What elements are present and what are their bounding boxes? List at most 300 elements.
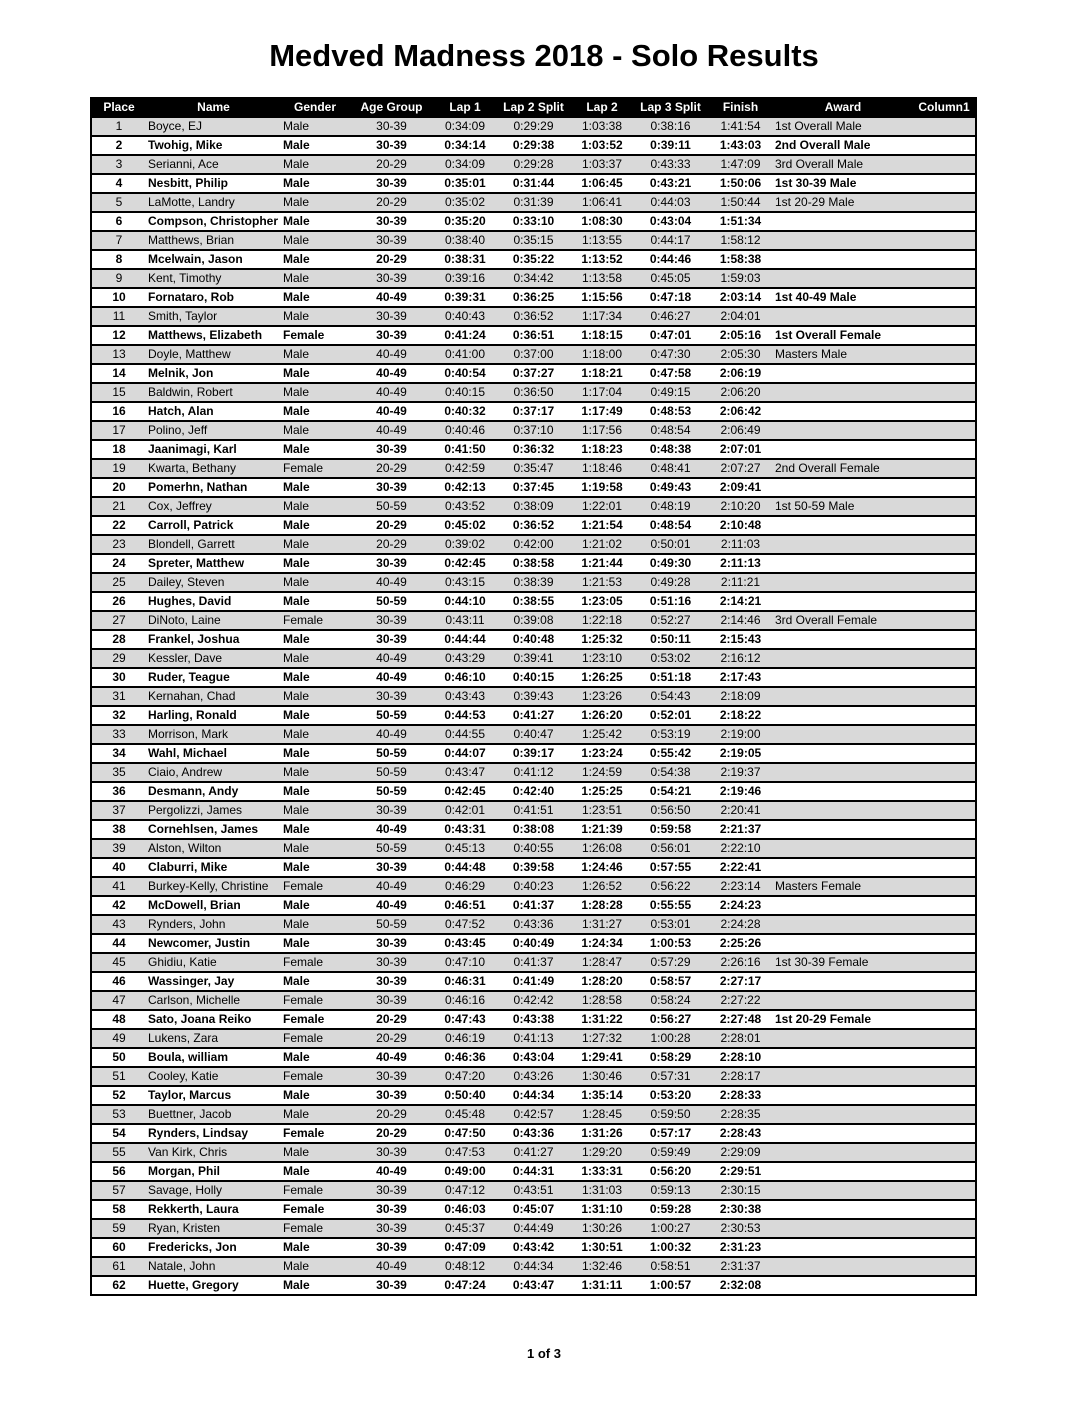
table-row [91, 858, 976, 877]
cell-name: Polino, Jeff [148, 423, 208, 437]
cell-age-group: 30-39 [376, 955, 407, 969]
cell-finish: 2:19:00 [720, 727, 761, 741]
cell-column1 [913, 1105, 976, 1124]
cell-lap-1: 0:34:09 [444, 119, 486, 133]
cell-name: Twohig, Mike [148, 138, 223, 152]
cell-name: Van Kirk, Chris [148, 1145, 228, 1159]
cell-age-group: 20-29 [376, 1107, 407, 1121]
cell-lap-3-split: 0:53:01 [650, 917, 691, 931]
cell-lap-3-split: 0:53:20 [649, 1088, 692, 1102]
cell-award [773, 896, 913, 915]
cell-finish: 2:04:01 [720, 309, 761, 323]
table-row [91, 1048, 976, 1067]
cell-lap-2-split: 0:40:23 [513, 879, 554, 893]
cell-lap-2: 1:26:08 [581, 841, 623, 855]
cell-lap-1: 0:44:53 [444, 708, 486, 722]
cell-name: Morgan, Phil [148, 1164, 220, 1178]
cell-gender: Male [283, 1259, 310, 1273]
cell-lap-3-split: 0:58:51 [650, 1259, 691, 1273]
table-row [91, 478, 976, 497]
table-row [91, 326, 976, 345]
cell-lap-3-split: 0:54:43 [650, 689, 691, 703]
cell-column1 [913, 1067, 976, 1086]
cell-lap-2: 1:35:14 [581, 1088, 623, 1102]
cell-gender: Female [283, 1012, 325, 1026]
cell-name: Ruder, Teague [148, 670, 230, 684]
cell-finish: 2:11:13 [720, 556, 761, 570]
cell-lap-2: 1:06:45 [581, 176, 623, 190]
cell-age-group: 30-39 [376, 1088, 407, 1102]
cell-name: Newcomer, Justin [148, 936, 251, 950]
cell-name: Compson, Christopher [148, 214, 279, 228]
cell-award [773, 1219, 913, 1238]
cell-lap-1: 0:41:00 [444, 347, 486, 361]
cell-award [773, 1067, 913, 1086]
cell-lap-2-split: 0:36:51 [512, 328, 555, 342]
cell-finish: 1:41:54 [720, 119, 761, 133]
cell-column1 [913, 497, 976, 516]
cell-age-group: 20-29 [376, 195, 407, 209]
cell-lap-2-split: 0:43:04 [512, 1050, 555, 1064]
cell-lap-1: 0:45:48 [444, 1107, 486, 1121]
cell-gender: Female [283, 1202, 325, 1216]
cell-award [773, 858, 913, 877]
cell-lap-1: 0:40:54 [444, 366, 486, 380]
cell-award: Masters Female [775, 879, 862, 893]
cell-name: Lukens, Zara [148, 1031, 219, 1045]
cell-name: Carlson, Michelle [148, 993, 241, 1007]
cell-lap-1: 0:43:45 [444, 936, 486, 950]
cell-place: 42 [112, 898, 126, 912]
cell-place: 18 [112, 442, 126, 456]
table-row [91, 535, 976, 554]
cell-lap-2: 1:32:46 [581, 1259, 623, 1273]
cell-lap-3-split: 0:51:16 [649, 594, 692, 608]
cell-column1 [913, 858, 976, 877]
cell-age-group: 30-39 [376, 1240, 407, 1254]
cell-lap-2-split: 0:45:07 [512, 1202, 555, 1216]
cell-lap-3-split: 0:59:58 [649, 822, 692, 836]
cell-finish: 2:03:14 [719, 290, 762, 304]
cell-lap-1: 0:39:16 [444, 271, 486, 285]
cell-finish: 2:06:20 [720, 385, 761, 399]
cell-place: 34 [112, 746, 126, 760]
cell-lap-2: 1:15:56 [581, 290, 623, 304]
cell-age-group: 30-39 [376, 1221, 407, 1235]
table-row [91, 725, 976, 744]
cell-place: 31 [112, 689, 126, 703]
cell-name: Taylor, Marcus [148, 1088, 232, 1102]
cell-lap-2: 1:29:41 [581, 1050, 623, 1064]
cell-lap-2: 1:24:59 [581, 765, 623, 779]
cell-age-group: 40-49 [376, 347, 407, 361]
cell-lap-1: 0:47:20 [444, 1069, 486, 1083]
table-row [91, 801, 976, 820]
cell-lap-2: 1:13:52 [581, 252, 623, 266]
cell-age-group: 20-29 [376, 1012, 407, 1026]
cell-award: 3rd Overall Female [775, 613, 878, 627]
cell-column1 [913, 212, 976, 231]
table-row [91, 402, 976, 421]
cell-finish: 2:23:14 [720, 879, 761, 893]
cell-finish: 1:58:12 [720, 233, 761, 247]
cell-lap-2: 1:31:03 [581, 1183, 623, 1197]
cell-age-group: 30-39 [376, 860, 407, 874]
cell-place: 37 [112, 803, 126, 817]
cell-finish: 1:43:03 [719, 138, 762, 152]
cell-column1 [913, 877, 976, 896]
cell-award [773, 744, 913, 763]
cell-finish: 2:11:21 [720, 575, 761, 589]
cell-age-group: 40-49 [376, 1164, 407, 1178]
table-row [91, 668, 976, 687]
cell-column1 [913, 1200, 976, 1219]
cell-lap-2-split: 0:36:25 [512, 290, 555, 304]
table-row [91, 744, 976, 763]
cell-award [773, 1124, 913, 1143]
cell-gender: Male [283, 290, 310, 304]
cell-lap-2: 1:26:25 [581, 670, 623, 684]
cell-place: 12 [112, 328, 126, 342]
cell-lap-2-split: 0:37:17 [512, 404, 555, 418]
cell-gender: Male [283, 119, 310, 133]
cell-lap-3-split: 0:43:21 [649, 176, 692, 190]
cell-award [773, 839, 913, 858]
cell-gender: Male [283, 404, 310, 418]
cell-award [773, 592, 913, 611]
cell-award [773, 1029, 913, 1048]
cell-place: 11 [112, 309, 126, 323]
cell-lap-2: 1:31:11 [581, 1278, 623, 1292]
table-row [91, 896, 976, 915]
cell-name: DiNoto, Laine [148, 613, 221, 627]
cell-finish: 2:29:51 [719, 1164, 762, 1178]
cell-lap-3-split: 1:00:28 [650, 1031, 691, 1045]
cell-lap-1: 0:46:16 [444, 993, 486, 1007]
cell-column1 [913, 592, 976, 611]
cell-lap-3-split: 0:56:50 [650, 803, 691, 817]
cell-place: 53 [112, 1107, 126, 1121]
cell-name: Ryan, Kristen [148, 1221, 221, 1235]
cell-lap-2: 1:21:39 [581, 822, 623, 836]
cell-lap-2: 1:25:42 [581, 727, 623, 741]
cell-lap-2-split: 0:41:37 [512, 898, 555, 912]
cell-finish: 2:29:09 [720, 1145, 761, 1159]
cell-lap-2: 1:06:41 [581, 195, 623, 209]
cell-finish: 2:06:42 [719, 404, 762, 418]
cell-place: 1 [115, 119, 123, 133]
cell-age-group: 30-39 [376, 632, 407, 646]
cell-age-group: 40-49 [376, 404, 407, 418]
cell-age-group: 20-29 [376, 1126, 407, 1140]
cell-finish: 1:47:09 [720, 157, 761, 171]
cell-award [773, 820, 913, 839]
cell-lap-2-split: 0:42:40 [512, 784, 555, 798]
cell-lap-1: 0:40:46 [444, 423, 486, 437]
cell-age-group: 40-49 [376, 879, 407, 893]
table-row [91, 953, 976, 972]
cell-lap-2: 1:22:18 [581, 613, 623, 627]
cell-lap-3-split: 0:59:50 [650, 1107, 691, 1121]
cell-column1 [913, 820, 976, 839]
cell-lap-2-split: 0:41:13 [513, 1031, 554, 1045]
cell-award [773, 1238, 913, 1257]
cell-lap-3-split: 0:49:28 [650, 575, 691, 589]
cell-column1 [913, 915, 976, 934]
cell-award [773, 250, 913, 269]
cell-gender: Male [283, 898, 310, 912]
cell-finish: 2:17:43 [719, 670, 762, 684]
cell-lap-3-split: 0:47:18 [649, 290, 692, 304]
cell-award [773, 1181, 913, 1200]
cell-lap-1: 0:40:32 [444, 404, 486, 418]
table-row [91, 839, 976, 858]
cell-award [773, 1143, 913, 1162]
cell-place: 20 [112, 480, 126, 494]
cell-place: 45 [112, 955, 126, 969]
cell-lap-2: 1:24:46 [581, 860, 623, 874]
cell-finish: 2:10:20 [720, 499, 761, 513]
cell-gender: Male [283, 917, 310, 931]
cell-lap-2-split: 0:44:31 [512, 1164, 555, 1178]
cell-lap-2: 1:13:58 [581, 271, 623, 285]
cell-lap-1: 0:45:13 [444, 841, 486, 855]
cell-age-group: 30-39 [376, 442, 407, 456]
cell-award: 2nd Overall Male [775, 138, 871, 152]
cell-name: Hughes, David [148, 594, 232, 608]
cell-finish: 2:18:09 [720, 689, 761, 703]
cell-lap-3-split: 0:50:01 [650, 537, 691, 551]
cell-lap-3-split: 0:56:22 [650, 879, 691, 893]
cell-place: 32 [112, 708, 126, 722]
cell-lap-2-split: 0:44:34 [512, 1088, 555, 1102]
cell-place: 24 [112, 556, 126, 570]
cell-column1 [913, 744, 976, 763]
cell-lap-2-split: 0:39:43 [513, 689, 554, 703]
table-row [91, 1238, 976, 1257]
cell-age-group: 30-39 [376, 214, 407, 228]
cell-gender: Female [283, 1126, 325, 1140]
cell-lap-3-split: 0:44:03 [650, 195, 691, 209]
cell-age-group: 50-59 [376, 594, 407, 608]
cell-lap-1: 0:47:53 [444, 1145, 486, 1159]
cell-finish: 2:06:19 [719, 366, 762, 380]
cell-lap-2: 1:03:52 [581, 138, 623, 152]
cell-age-group: 40-49 [376, 1259, 407, 1273]
cell-name: Baldwin, Robert [148, 385, 233, 399]
cell-lap-2: 1:31:27 [581, 917, 623, 931]
table-row [91, 706, 976, 725]
cell-lap-3-split: 0:59:49 [650, 1145, 691, 1159]
cell-name: Sato, Joana Reiko [148, 1012, 252, 1026]
cell-age-group: 30-39 [376, 936, 407, 950]
table-row [91, 782, 976, 801]
cell-name: Matthews, Brian [148, 233, 235, 247]
results-table [90, 97, 977, 1296]
cell-gender: Male [283, 423, 310, 437]
cell-lap-1: 0:43:11 [445, 613, 485, 627]
cell-lap-1: 0:46:10 [444, 670, 486, 684]
cell-lap-2: 1:23:26 [581, 689, 623, 703]
cell-lap-2: 1:31:26 [581, 1126, 623, 1140]
table-row [91, 1162, 976, 1181]
cell-gender: Male [283, 594, 310, 608]
cell-name: Pomerhn, Nathan [148, 480, 248, 494]
cell-lap-3-split: 1:00:32 [649, 1240, 692, 1254]
cell-lap-2-split: 0:35:15 [513, 233, 554, 247]
cell-name: Fredericks, Jon [148, 1240, 237, 1254]
table-row [91, 364, 976, 383]
table-row [91, 250, 976, 269]
cell-lap-2: 1:08:30 [581, 214, 623, 228]
table-row [91, 877, 976, 896]
cell-column1 [913, 155, 976, 174]
cell-age-group: 30-39 [376, 328, 407, 342]
cell-award: 1st 20-29 Male [775, 195, 855, 209]
cell-place: 61 [112, 1259, 126, 1273]
cell-column1 [913, 801, 976, 820]
cell-age-group: 50-59 [376, 917, 407, 931]
cell-age-group: 30-39 [376, 974, 407, 988]
cell-lap-2-split: 0:42:00 [513, 537, 554, 551]
cell-lap-2: 1:17:56 [581, 423, 623, 437]
table-row [91, 649, 976, 668]
cell-lap-2: 1:27:32 [581, 1031, 623, 1045]
cell-lap-1: 0:44:44 [444, 632, 486, 646]
cell-place: 4 [115, 176, 123, 190]
cell-award [773, 573, 913, 592]
cell-age-group: 50-59 [376, 746, 407, 760]
table-row [91, 1105, 976, 1124]
cell-gender: Female [283, 613, 324, 627]
cell-name: Alston, Wilton [148, 841, 222, 855]
table-row [91, 174, 976, 193]
cell-column1 [913, 953, 976, 972]
cell-award [773, 934, 913, 953]
cell-finish: 2:27:22 [720, 993, 761, 1007]
cell-place: 2 [115, 138, 123, 152]
cell-name: Blondell, Garrett [148, 537, 235, 551]
cell-age-group: 40-49 [376, 898, 407, 912]
cell-lap-3-split: 0:44:17 [650, 233, 691, 247]
cell-lap-2: 1:28:47 [581, 955, 623, 969]
cell-gender: Male [283, 860, 310, 874]
cell-column1 [913, 573, 976, 592]
cell-name: Rynders, Lindsay [148, 1126, 249, 1140]
cell-gender: Male [283, 974, 310, 988]
cell-column1 [913, 1143, 976, 1162]
cell-gender: Male [283, 1050, 310, 1064]
cell-lap-2-split: 0:39:17 [512, 746, 555, 760]
table-row [91, 934, 976, 953]
cell-lap-2: 1:26:20 [581, 708, 623, 722]
cell-place: 50 [112, 1050, 126, 1064]
cell-place: 49 [112, 1031, 126, 1045]
cell-column1 [913, 1276, 976, 1295]
cell-column1 [913, 174, 976, 193]
cell-lap-2: 1:21:53 [581, 575, 623, 589]
cell-name: Ghidiu, Katie [148, 955, 217, 969]
cell-lap-1: 0:47:09 [444, 1240, 486, 1254]
cell-lap-2: 1:17:49 [581, 404, 623, 418]
cell-lap-1: 0:46:03 [444, 1202, 486, 1216]
cell-lap-2: 1:18:46 [581, 461, 623, 475]
cell-lap-3-split: 1:00:53 [649, 936, 692, 950]
cell-gender: Female [283, 1221, 324, 1235]
cell-lap-1: 0:40:43 [444, 309, 486, 323]
cell-age-group: 30-39 [376, 1183, 407, 1197]
cell-finish: 2:31:37 [720, 1259, 761, 1273]
cell-lap-2-split: 0:43:42 [512, 1240, 555, 1254]
cell-column1 [913, 459, 976, 478]
cell-lap-2-split: 0:35:47 [513, 461, 554, 475]
cell-name: Kwarta, Bethany [148, 461, 237, 475]
results-body [91, 117, 976, 1295]
cell-lap-2-split: 0:41:49 [512, 974, 555, 988]
cell-gender: Male [283, 1145, 310, 1159]
column-header-column1: Column1 [913, 98, 976, 117]
cell-place: 29 [112, 651, 126, 665]
cell-age-group: 50-59 [376, 708, 407, 722]
cell-lap-3-split: 0:50:11 [650, 632, 691, 646]
cell-name: Natale, John [148, 1259, 216, 1273]
cell-column1 [913, 991, 976, 1010]
cell-lap-2-split: 0:29:38 [512, 138, 555, 152]
cell-name: Boyce, EJ [148, 119, 203, 133]
cell-age-group: 30-39 [376, 556, 407, 570]
cell-place: 39 [112, 841, 126, 855]
cell-place: 47 [112, 993, 126, 1007]
cell-finish: 2:27:48 [719, 1012, 762, 1026]
cell-lap-1: 0:46:51 [444, 898, 486, 912]
cell-place: 21 [112, 499, 126, 513]
cell-column1 [913, 117, 976, 136]
cell-name: Rynders, John [148, 917, 226, 931]
cell-column1 [913, 269, 976, 288]
cell-lap-2-split: 0:44:49 [513, 1221, 554, 1235]
table-row [91, 1276, 976, 1295]
cell-place: 59 [112, 1221, 126, 1235]
cell-place: 17 [112, 423, 126, 437]
cell-lap-2: 1:23:24 [581, 746, 623, 760]
cell-award: 1st 30-39 Male [775, 176, 857, 190]
cell-lap-2-split: 0:43:36 [512, 1126, 555, 1140]
cell-place: 28 [112, 632, 126, 646]
cell-finish: 2:11:03 [720, 537, 761, 551]
cell-lap-2-split: 0:36:52 [512, 518, 555, 532]
cell-lap-2-split: 0:36:32 [512, 442, 555, 456]
cell-lap-2-split: 0:37:27 [512, 366, 555, 380]
cell-award [773, 1200, 913, 1219]
table-row [91, 1086, 976, 1105]
cell-lap-2: 1:30:46 [581, 1069, 623, 1083]
cell-name: Nesbitt, Philip [148, 176, 229, 190]
cell-column1 [913, 402, 976, 421]
table-row [91, 459, 976, 478]
cell-award [773, 801, 913, 820]
cell-lap-3-split: 0:55:42 [649, 746, 692, 760]
cell-place: 15 [112, 385, 126, 399]
cell-award: 1st 20-29 Female [775, 1012, 872, 1026]
cell-award: 1st 40-49 Male [775, 290, 857, 304]
cell-finish: 2:19:46 [719, 784, 762, 798]
cell-lap-2: 1:24:34 [581, 936, 623, 950]
cell-gender: Female [283, 1183, 324, 1197]
cell-lap-1: 0:44:55 [444, 727, 486, 741]
cell-column1 [913, 535, 976, 554]
cell-lap-2-split: 0:37:10 [513, 423, 554, 437]
cell-place: 35 [112, 765, 126, 779]
